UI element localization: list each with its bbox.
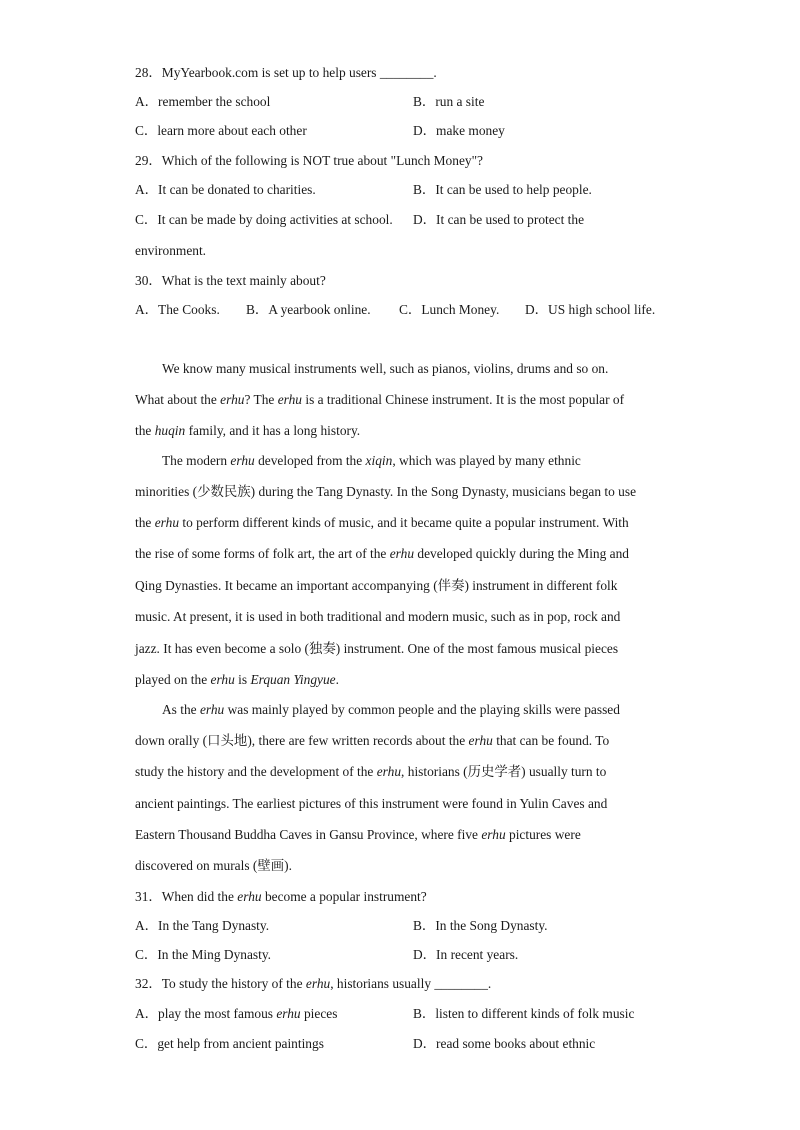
q31-option-b: B．In the Song Dynasty. xyxy=(413,918,548,933)
passage-p3-line2: down orally (口头地), there are few written records about the erhu that can be found. To xyxy=(135,733,610,748)
question-29-stem: 29．Which of the following is NOT true about "Lunch Money"? xyxy=(135,153,483,168)
passage-p2-line5: Qing Dynasties. It became an important accompanying (伴奏) instrument in different folk xyxy=(135,578,618,593)
q31-option-a: A．In the Tang Dynasty. xyxy=(135,918,270,933)
question-32-stem: 32．To study the history of the erhu, historians usually ________. xyxy=(135,976,492,991)
passage-p2-line3: the erhu to perform different kinds of music, and it became quite a popular instrument. With xyxy=(135,515,629,530)
question-30-stem: 30．What is the text mainly about? xyxy=(135,273,326,288)
passage-p1-line2: What about the erhu? The erhu is a traditional Chinese instrument. It is the most popular of xyxy=(135,392,625,407)
passage-p1-line1: We know many musical instruments well, such as pianos, violins, drums and so on. xyxy=(162,361,609,376)
passage-p2-line6: music. At present, it is used in both traditional and modern music, such as in pop, rock and xyxy=(135,609,621,624)
q28-option-d: D．make money xyxy=(413,123,505,138)
q30-option-d: D．US high school life. xyxy=(525,302,656,317)
passage-p1-line3: the huqin family, and it has a long history. xyxy=(135,423,361,438)
passage-p2-line1: The modern erhu developed from the xiqin, which was played by many ethnic xyxy=(162,453,581,468)
q32-option-b: B．listen to different kinds of folk music xyxy=(413,1006,635,1021)
q32-option-a: A．play the most famous erhu pieces xyxy=(135,1006,338,1021)
q29-option-b: B．It can be used to help people. xyxy=(413,182,592,197)
q28-option-a: A．remember the school xyxy=(135,94,271,109)
q30-option-b: B．A yearbook online. xyxy=(246,302,371,317)
passage-p2-line7: jazz. It has even become a solo (独奏) instrument. One of the most famous musical pieces xyxy=(135,641,619,656)
q30-option-c: C．Lunch Money. xyxy=(399,302,500,317)
passage-p3-line6: discovered on murals (壁画). xyxy=(135,858,292,873)
q32-option-d: D．read some books about ethnic xyxy=(413,1036,596,1051)
question-31-stem: 31．When did the erhu become a popular instrument? xyxy=(135,889,427,904)
q28-option-c: C．learn more about each other xyxy=(135,123,307,138)
passage-p3-line4: ancient paintings. The earliest pictures of this instrument were found in Yulin Caves and xyxy=(135,796,608,811)
q31-option-c: C．In the Ming Dynasty. xyxy=(135,947,272,962)
q28-option-b: B．run a site xyxy=(413,94,485,109)
q30-option-a: A．The Cooks. xyxy=(135,302,220,317)
passage-p2-line4: the rise of some forms of folk art, the art of the erhu developed quickly during the Ming and xyxy=(135,546,629,561)
q32-option-c: C．get help from ancient paintings xyxy=(135,1036,324,1051)
question-28-stem: 28．MyYearbook.com is set up to help users ________. xyxy=(135,65,437,80)
passage-p3-line3: study the history and the development of the erhu, historians (历史学者) usually turn to xyxy=(135,764,607,779)
passage-p2-line8: played on the erhu is Erquan Yingyue. xyxy=(135,672,339,687)
q29-option-d-continued: environment. xyxy=(135,243,207,258)
passage-p3-line5: Eastern Thousand Buddha Caves in Gansu Province, where five erhu pictures were xyxy=(135,827,581,842)
q29-option-a: A．It can be donated to charities. xyxy=(135,182,316,197)
q29-option-d: D．It can be used to protect the xyxy=(413,212,585,227)
passage-p2-line2: minorities (少数民族) during the Tang Dynasty. In the Song Dynasty, musicians began to use xyxy=(135,484,637,499)
q31-option-d: D．In recent years. xyxy=(413,947,519,962)
passage-p3-line1: As the erhu was mainly played by common people and the playing skills were passed xyxy=(162,702,620,717)
q29-option-c: C．It can be made by doing activities at school. xyxy=(135,212,393,227)
